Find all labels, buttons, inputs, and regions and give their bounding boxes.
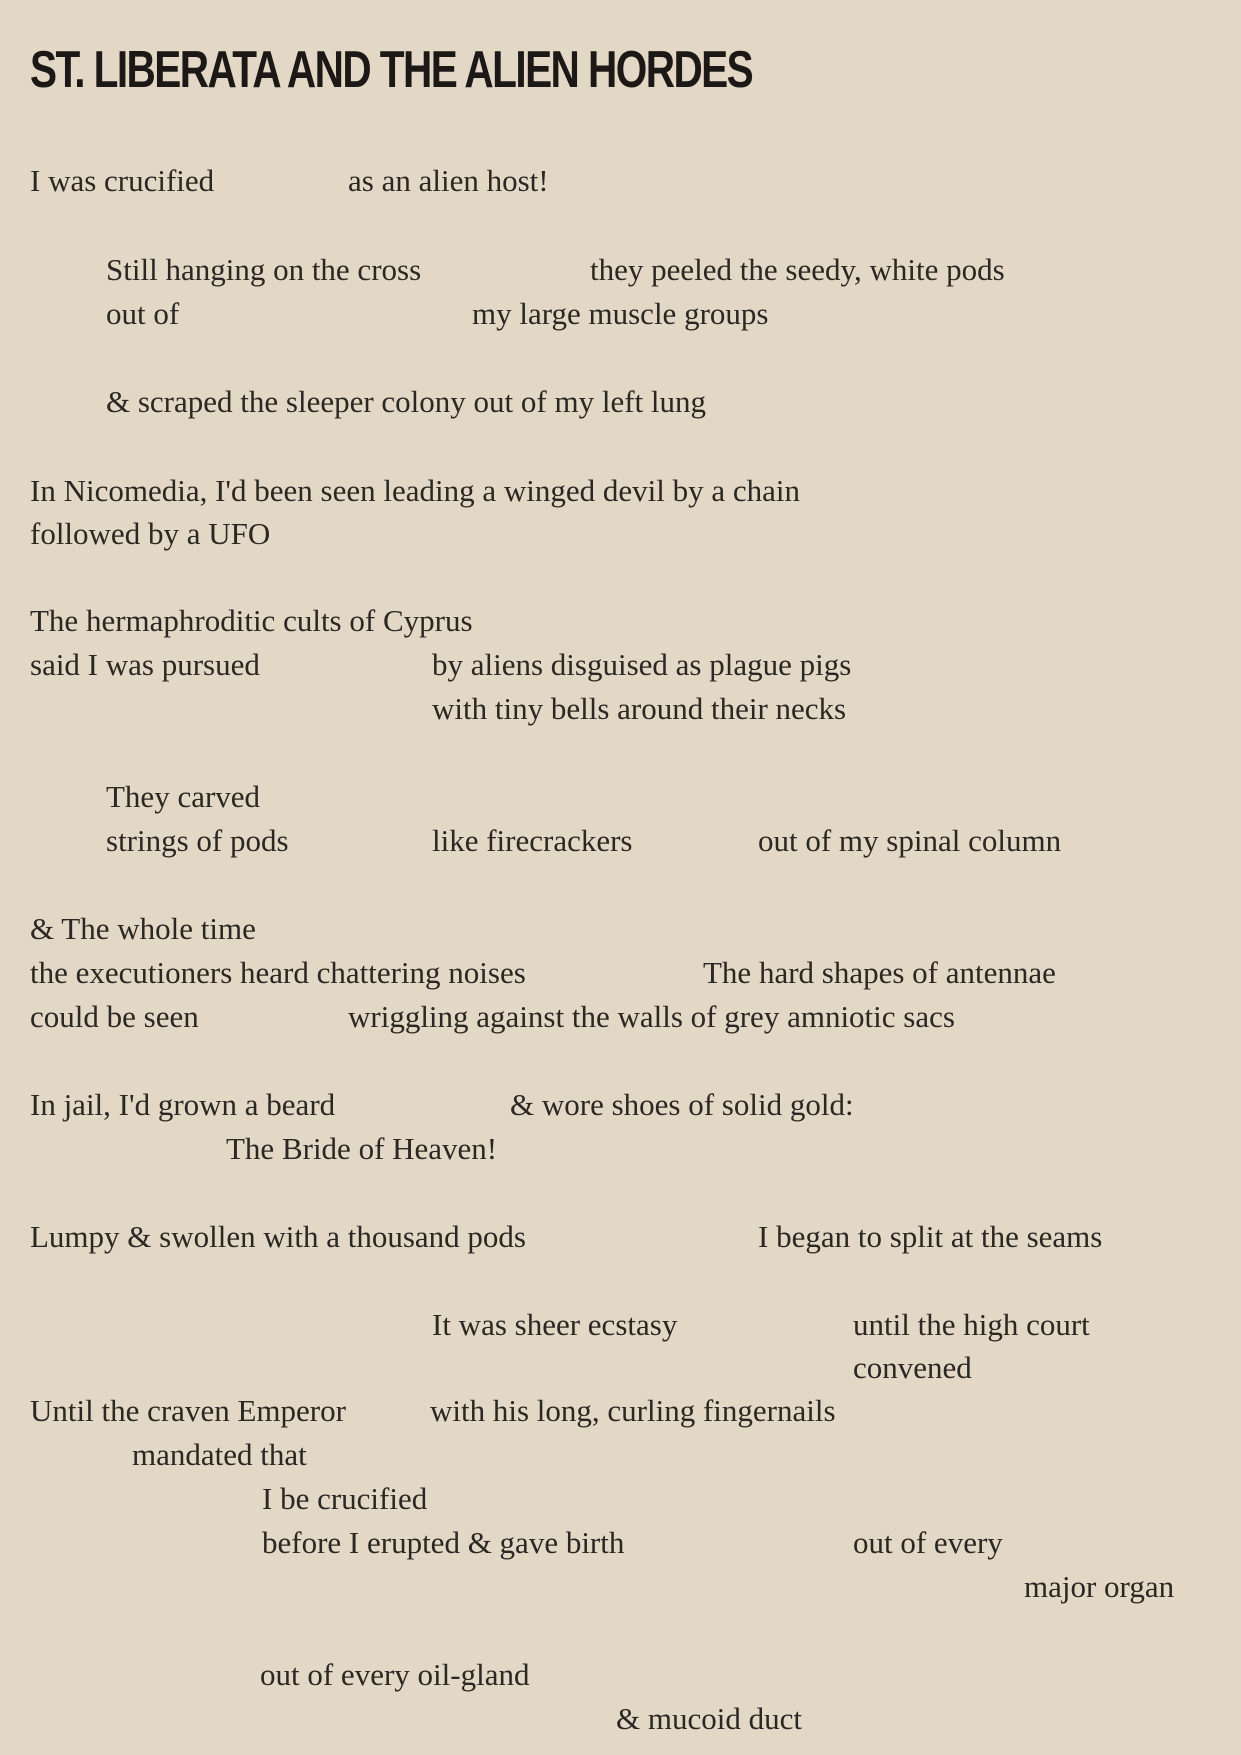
poem-line: I be crucified bbox=[262, 1481, 428, 1516]
poem-line: wriggling against the walls of grey amniotic sacs bbox=[348, 999, 955, 1034]
poem-line: The hard shapes of antennae bbox=[703, 955, 1056, 990]
poem-line: until the high court bbox=[853, 1307, 1090, 1342]
poem-line: the executioners heard chattering noises bbox=[30, 955, 526, 990]
poem-line: with his long, curling fingernails bbox=[430, 1393, 836, 1428]
poem-line: by aliens disguised as plague pigs bbox=[432, 647, 852, 682]
poem-line: & mucoid duct bbox=[616, 1701, 802, 1736]
poem-line: & The whole time bbox=[30, 911, 256, 946]
poem-line: out of every bbox=[853, 1525, 1003, 1560]
poem-line: as an alien host! bbox=[348, 163, 549, 198]
poem-line: convened bbox=[853, 1350, 972, 1385]
poem-line: said I was pursued bbox=[30, 647, 260, 682]
poem-line: The hermaphroditic cults of Cyprus bbox=[30, 603, 473, 638]
poem-line: In Nicomedia, I'd been seen leading a winged devil by a chain bbox=[30, 473, 800, 508]
poem-line: my large muscle groups bbox=[472, 296, 769, 331]
poem-line: major organ bbox=[1024, 1569, 1175, 1604]
poem-line: The Bride of Heaven! bbox=[226, 1131, 498, 1166]
poem-line: before I erupted & gave birth bbox=[262, 1525, 625, 1560]
poem-line: & scraped the sleeper colony out of my left lung bbox=[106, 384, 707, 419]
poem-line: I began to split at the seams bbox=[758, 1219, 1103, 1254]
poem-line: out of every oil-gland bbox=[260, 1657, 530, 1692]
poem-line: mandated that bbox=[132, 1437, 307, 1472]
poem-line: They carved bbox=[106, 779, 261, 814]
poem-line: they peeled the seedy, white pods bbox=[590, 252, 1005, 287]
poem-line: followed by a UFO bbox=[30, 516, 271, 551]
poem-title: ST. LIBERATA AND THE ALIEN HORDES bbox=[30, 41, 753, 99]
poem-line: could be seen bbox=[30, 999, 199, 1034]
poem-line: strings of pods bbox=[106, 823, 289, 858]
poem-line: out of my spinal column bbox=[758, 823, 1062, 858]
poem-line: Until the craven Emperor bbox=[30, 1393, 346, 1428]
poem-line: with tiny bells around their necks bbox=[432, 691, 847, 726]
poem-line: It was sheer ecstasy bbox=[432, 1307, 678, 1342]
poem-line: I was crucified bbox=[30, 163, 215, 198]
poem-line: & wore shoes of solid gold: bbox=[510, 1087, 854, 1122]
poem-line: In jail, I'd grown a beard bbox=[30, 1087, 336, 1122]
poem-line: Still hanging on the cross bbox=[106, 252, 422, 287]
poem-line: out of bbox=[106, 296, 180, 331]
poem-line: like firecrackers bbox=[432, 823, 633, 858]
poem-line: Lumpy & swollen with a thousand pods bbox=[30, 1219, 526, 1254]
